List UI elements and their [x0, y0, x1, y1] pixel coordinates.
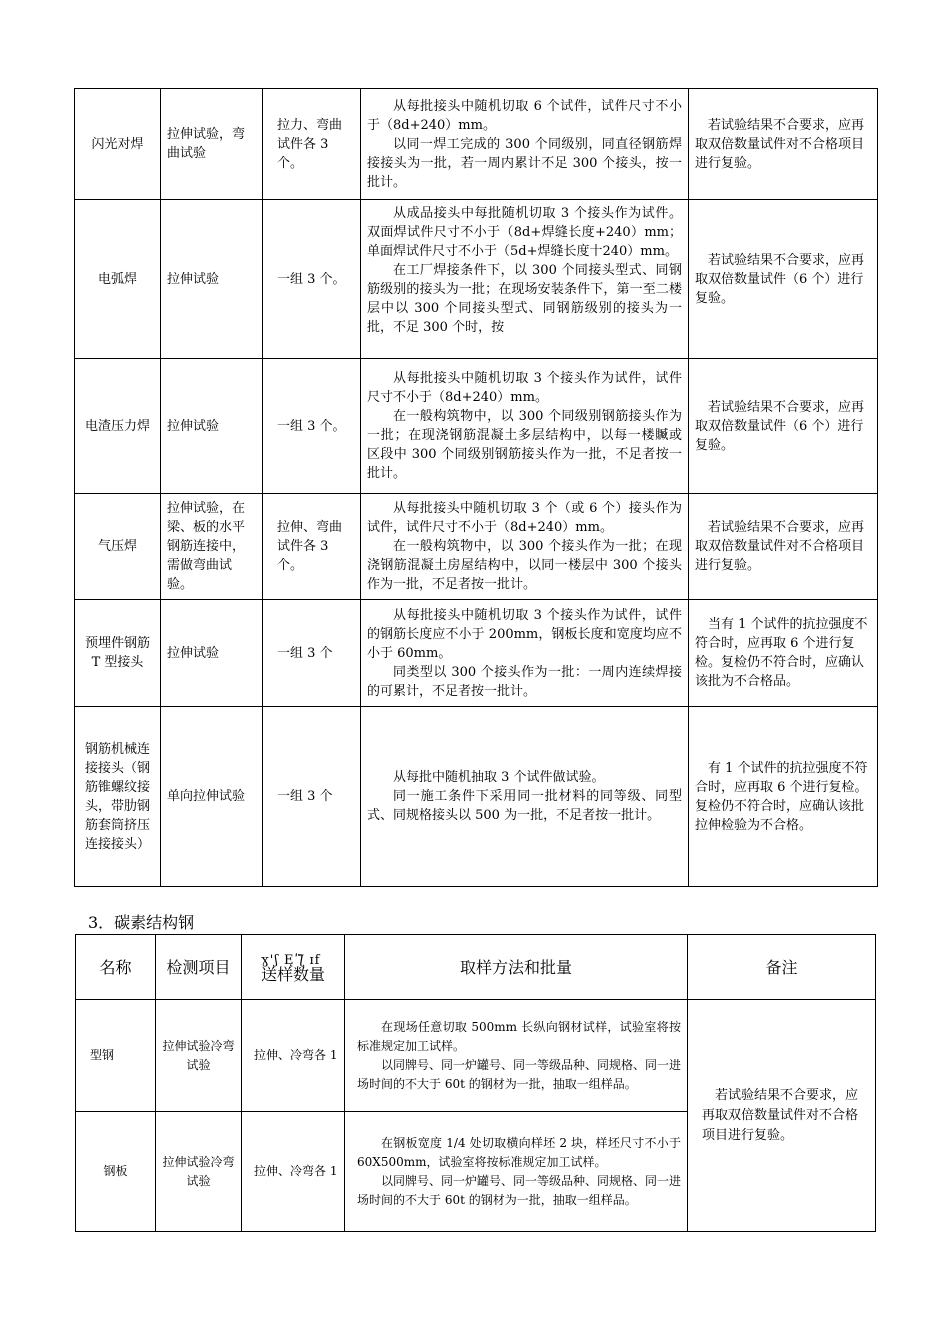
method-paragraph: 以同牌号、同一炉罐号、同一等级品种、同规格、同一进场时间的不大于 60t 的钢材为一批，抽取一组样品。: [357, 1173, 682, 1207]
test-item: 拉伸试验，在梁、板的水平钢筋连接中，需做弯曲试验。: [161, 494, 263, 600]
method-paragraph: 以同一焊工完成的 300 个同级别，同直径钢筋焊接接头为一批，若一周内累计不足 300 个接头，按一批计。: [367, 136, 682, 190]
remark: [689, 494, 878, 600]
sample-quantity: 拉伸、弯曲试件各 3 个。: [263, 494, 361, 600]
sample-quantity: 拉伸、冷弯各 1: [242, 1112, 345, 1232]
remark: [689, 600, 878, 707]
table-row: [75, 359, 878, 494]
method-paragraph: 在一般构筑物中，以 300 个同级别钢筋接头作为一批；在现浇钢筋混凝土多层结构中，以每一楼贓或 区段中 300 个同级别钢筋接头作为一批，不足者按一批计。: [367, 409, 709, 481]
remark: [689, 200, 878, 359]
sampling-method: [361, 707, 689, 887]
joint-name: 钢筋机械连接接头（钢筋锥螺纹接头，带肋钢筋套筒挤压连接接头）: [75, 707, 161, 887]
method-paragraph: 从每批接头中随机切取 3 个接头作为试件，试件尺寸不小于（8d+240）mm。: [367, 371, 682, 405]
test-item: 拉伸试验，弯曲试验: [161, 89, 263, 200]
sampling-method: [361, 494, 689, 600]
header-test-item: 检测项目: [156, 935, 242, 1000]
table-row: [75, 494, 878, 600]
header-quantity-wrap: [260, 952, 325, 985]
sampling-method: [361, 359, 709, 494]
sample-quantity: 拉伸、冷弯各 1: [242, 1000, 345, 1112]
table-row: [76, 1000, 876, 1112]
method-paragraph: 从每批中随机抽取 3 个试件做试验。: [393, 770, 605, 785]
sample-quantity: 一组 3 个。: [263, 200, 361, 359]
joint-name: 电渣压力焊: [75, 359, 161, 494]
steel-name: 钢板: [76, 1112, 156, 1232]
carbon-steel-sampling-table: [75, 934, 876, 1232]
method-paragraph: 在钢板宽度 1/4 处切取横向样坯 2 块，样坯尺寸不小于 60X500mm，试验室将按标准规定加工试样。: [357, 1135, 681, 1169]
sample-quantity: 一组 3 个: [263, 707, 361, 887]
remark-text: 有 1 个试件的抗拉强度不符合时，应再取 6 个进行复检。复检仍不符合时，应确认该批拉伸检验为不合格。: [695, 760, 868, 833]
joint-name: 电弧焊: [75, 200, 161, 359]
test-item: 拉伸试验: [161, 359, 263, 494]
sample-quantity: 一组 3 个。: [263, 359, 361, 494]
section-heading: 3．碳素结构钢: [88, 913, 195, 932]
table-row: [75, 200, 878, 359]
method-clip: [367, 204, 682, 356]
method-paragraph: 从成品接头中每批随机切取 3 个接头作为试件。双面焊试件尺寸不小于（8d+焊缝长度+240）mm；单面焊试件尺寸不小于（5d+焊缝长度十240）mm。: [367, 206, 682, 259]
test-item: 拉伸试验冷弯试验: [156, 1112, 242, 1232]
method-paragraph: 从每批接头中随机切取 3 个接头作为试件，试件的钢筋长度应不小于 200mm，钢板长度和宽度均应不小于 60mm。: [367, 607, 682, 661]
header-name: 名称: [76, 935, 156, 1000]
header-quantity: [242, 935, 345, 1000]
method-paragraph: 同一施工条件下采用同一批材料的同等级、同型式、同规格接头以 500 为一批，不足者按一批计。: [367, 789, 682, 823]
remark-text: 若试验结果不合要求，应再取双倍数量试件对不合格项目进行复验。: [695, 520, 865, 573]
sample-quantity: 一组 3 个: [263, 600, 361, 707]
header-quantity-garbled-text: ɣ'ʃ Ęʹƪ ɪf: [260, 952, 321, 968]
sampling-method: [361, 600, 689, 707]
method-paragraph: 在工厂焊接条件下，以 300 个同接头型式、同钢筋级别的接头为一批；在现场安装条件下，第一至二楼层中以 300 个同接头型式、同钢筋级别的接头为一批，不足 300 个时，按: [367, 263, 682, 335]
test-item: 拉伸试验: [161, 200, 263, 359]
table-row: [75, 600, 878, 707]
remark: 若试验结果不合要求，应再取双倍数量试件对不合格项目进行复验。: [688, 1000, 876, 1232]
sampling-method: [361, 89, 689, 200]
sampling-method: [361, 200, 689, 359]
method-paragraph: 从每批接头中随机切取 6 个试件，试件尺寸不小于（8d+240）mm。: [367, 98, 682, 133]
steel-name: 型钢: [76, 1000, 156, 1112]
test-item: 拉伸试验: [161, 600, 263, 707]
sampling-method: [345, 1112, 688, 1232]
remark-text: 当有 1 个试件的抗拉强度不符合时，应再取 6 个进行复检。复检仍不符合时，应确认该批为不合格品。: [695, 617, 868, 689]
joint-name: 闪光对焊: [75, 89, 161, 200]
method-paragraph: 在一般构筑物中，以 300 个接头作为一批；在现浇钢筋混凝土房屋结构中，以同一楼层中 300 个接头作为一批，不足者按一批计。: [367, 539, 682, 592]
method-paragraph: 以同牌号、同一炉罐号、同一等级品种、同规格、同一进场时间的不大于 60t 的钢材为一批，抽取一组样品。: [357, 1057, 682, 1091]
remark: [689, 707, 878, 887]
remark: [689, 359, 878, 494]
remark-text: 若试验结果不合要求，应再取双倍数量试件对不合格项目进行复验。: [695, 117, 865, 171]
test-item: 单向拉伸试验: [161, 707, 263, 887]
header-remark: 备注: [688, 935, 876, 1000]
header-row: [76, 935, 876, 1000]
method-paragraph: 在现场任意切取 500mm 长纵向钢材试样，试验室将按标准规定加工试样。: [357, 1019, 681, 1053]
method-paragraph: 同类型以 300 个接头作为一批：一周内连续焊接的可累计，不足者按一批计。: [367, 664, 682, 699]
header-quantity-label: 送样数量: [260, 964, 325, 984]
sample-quantity: 拉力、弯曲试件各 3 个。: [263, 89, 361, 200]
joint-name: 气压焊: [75, 494, 161, 600]
joint-name: 预埋件钢筋 T 型接头: [75, 600, 161, 707]
sampling-method: [345, 1000, 688, 1112]
table-row: [75, 707, 878, 887]
remark-text: 若试验结果不合要求，应再取双倍数量试件（6 个）进行复验。: [695, 252, 865, 306]
welded-joint-sampling-table: [74, 88, 878, 887]
table-row: [75, 89, 878, 200]
test-item: 拉伸试验冷弯试验: [156, 1000, 242, 1112]
method-paragraph: 从每批接头中随机切取 3 个（或 6 个）接头作为试件，试件尺寸不小于（8d+240）mm。: [367, 501, 682, 535]
remark: [689, 89, 878, 200]
remark-text: 若试验结果不合要求，应再取双倍数量试件（6 个）进行复验。: [695, 399, 865, 453]
header-method: 取样方法和批量: [345, 935, 688, 1000]
